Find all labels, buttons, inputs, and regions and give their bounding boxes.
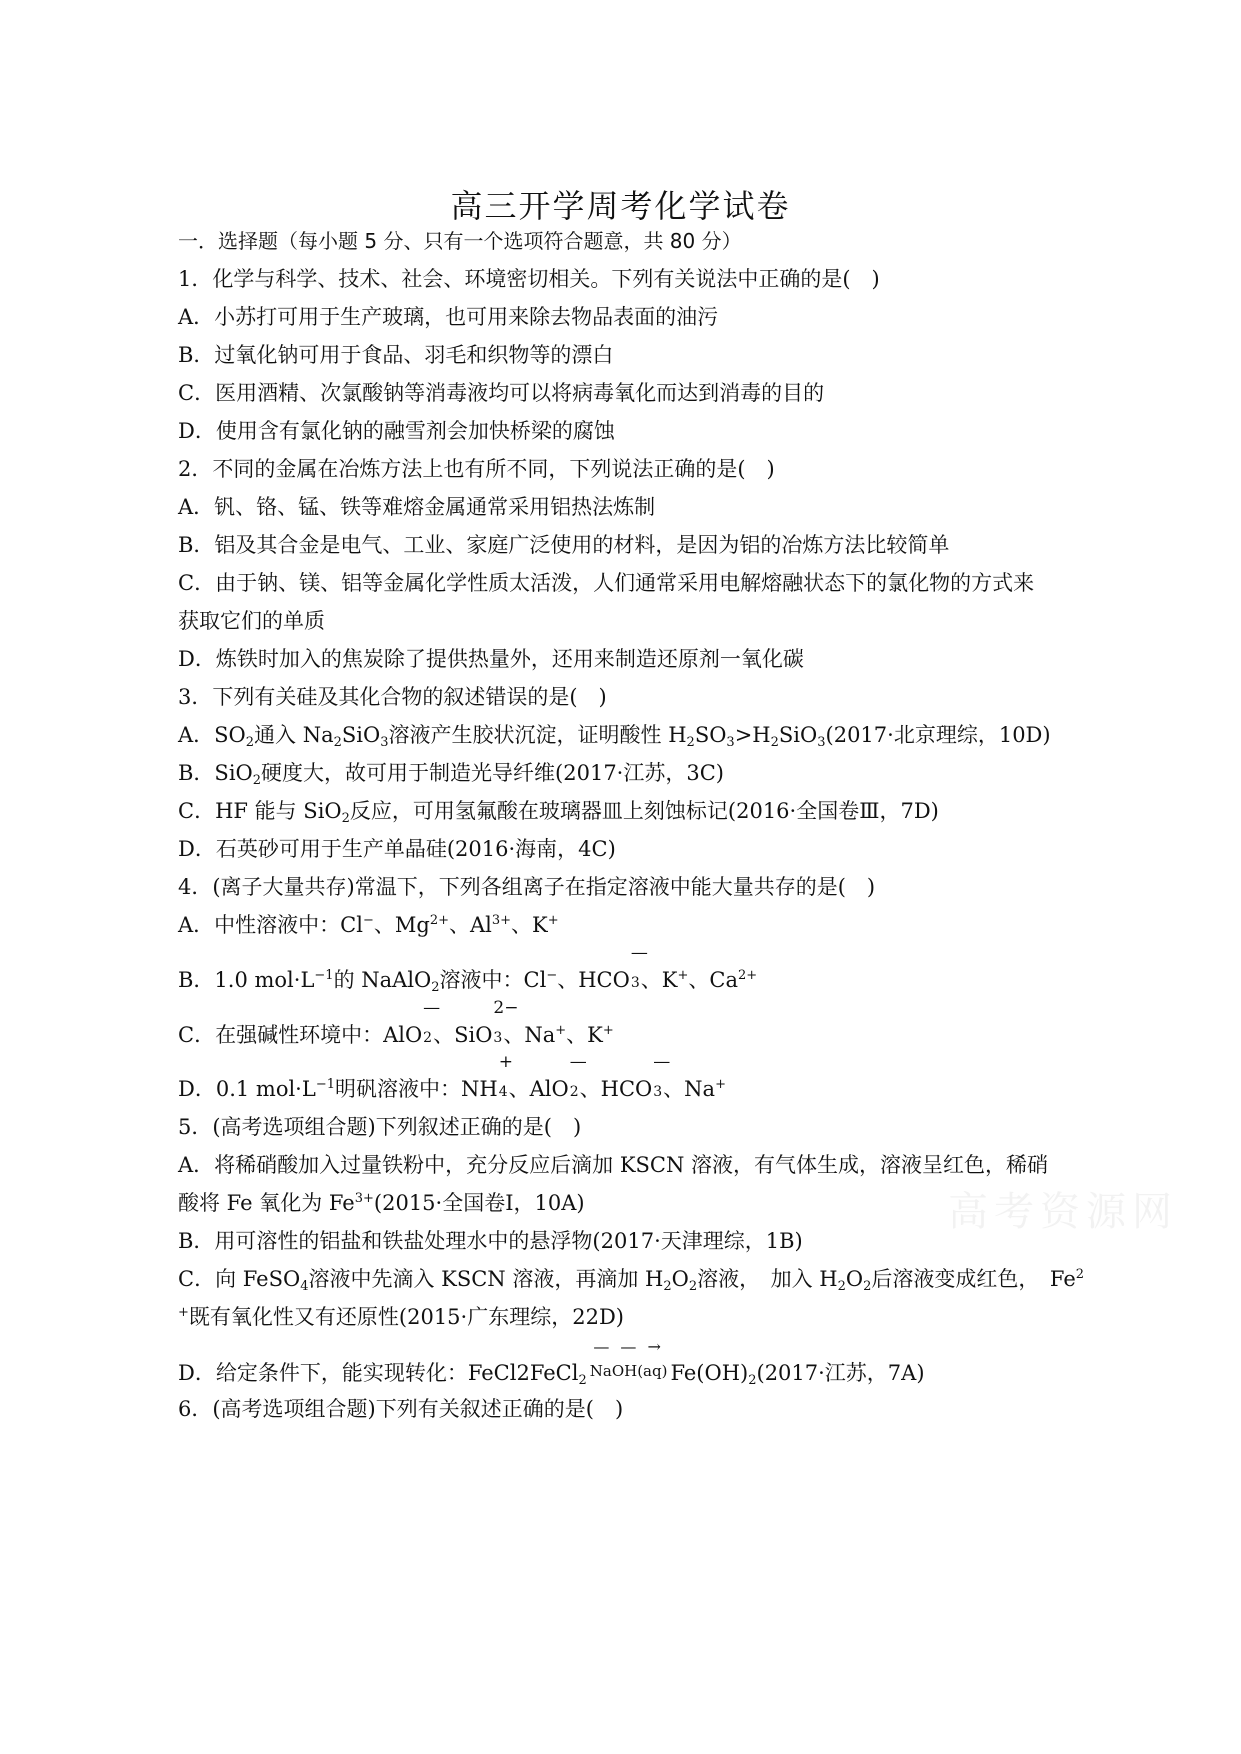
q1-option-a: A．小苏打可用于生产玻璃，也可用来除去物品表面的油污 bbox=[178, 305, 719, 329]
q5-option-d: D．给定条件下，能实现转化：FeCl2FeCl$_2$ — — → NaOH(aq) $Fe(OH)_2(2017\cdot$江苏，7A) bbox=[178, 1357, 925, 1387]
page-title: 高三开学周考化学试卷 bbox=[450, 187, 791, 225]
q6-stem: 6．(高考选项组合题)下列有关叙述正确的是( ) bbox=[178, 1397, 624, 1421]
q1-option-c: C．医用酒精、次氯酸钠等消毒液均可以将病毒氧化而达到消毒的目的 bbox=[178, 381, 825, 405]
q1-option-b: B．过氧化钠可用于食品、羽毛和织物等的漂白 bbox=[178, 343, 614, 367]
ion-charge-stack: 2− 3 bbox=[493, 998, 519, 1046]
q4-option-b: B．1.0 $mol\cdot L^{-1}$的 NaAlO$_2$溶液中：Cl−、HCO — 3、K+、$Ca^{2+}$ bbox=[178, 943, 758, 995]
ion-charge-stack: — 2 bbox=[569, 1052, 587, 1100]
ion-charge-stack: — 3 bbox=[653, 1052, 671, 1100]
q4-option-d: D．0.1 $mol\cdot L^{-1}$明矾溶液中：NH + 4、AlO — 2、HCO — 3、Na+ bbox=[178, 1075, 726, 1106]
ion-charge-stack: + 4 bbox=[498, 1052, 513, 1100]
q3-option-c: C．HF 能与 SiO$_2$反应，可用氢氟酸在玻璃器皿上刻蚀标记(2016·全国卷Ⅲ，7D) bbox=[178, 799, 939, 826]
q2-stem: 2．不同的金属在冶炼方法上也有所不同，下列说法正确的是( ) bbox=[178, 457, 775, 481]
q3-option-d: D．石英砂可用于生产单晶硅(2016·海南，4C) bbox=[178, 837, 616, 861]
q5-option-a-line2: 酸将 Fe 氧化为 $Fe^{3+}(2015\cdot$全国卷Ⅰ，10A) bbox=[178, 1191, 585, 1215]
q3-option-b: B．SiO$_2$硬度大，故可用于制造光导纤维(2017·江苏，3C) bbox=[178, 761, 724, 788]
q2-option-d: D．炼铁时加入的焦炭除了提供热量外，还用来制造还原剂一氧化碳 bbox=[178, 647, 804, 671]
reaction-arrow-mark: — — → bbox=[593, 1337, 664, 1356]
q1-stem: 1．化学与科学、技术、社会、环境密切相关。下列有关说法中正确的是( ) bbox=[178, 267, 880, 291]
q1-option-d: D．使用含有氯化钠的融雪剂会加快桥梁的腐蚀 bbox=[178, 419, 615, 443]
q4-option-a: A．中性溶液中：Cl−、$Mg^{2+}$、$Al^{3+}$、K+ bbox=[178, 913, 559, 937]
section-heading: 一．选择题（每小题 5 分、只有一个选项符合题意，共 80 分） bbox=[178, 229, 742, 253]
ion-charge-stack: — 2 bbox=[423, 998, 441, 1046]
ion-charge-stack: — 3 bbox=[630, 943, 648, 991]
reaction-arrow bbox=[589, 1337, 668, 1385]
q2-option-a: A．钒、铬、锰、铁等难熔金属通常采用铝热法炼制 bbox=[178, 495, 656, 519]
watermark: 高考资源网 bbox=[948, 1189, 1178, 1235]
reaction-condition: NaOH(aq) bbox=[589, 1362, 668, 1380]
q5-option-c-line1: C．向 FeSO$_4$溶液中先滴入 KSCN 溶液，再滴加 $H_2O_2$溶液， 加入 $H_2O_2$后溶液变成红色， Fe$^2$ bbox=[178, 1267, 1085, 1294]
q3-option-a: A．$SO_2$通入 $Na_2SiO_3$溶液产生胶状沉淀，证明酸性 $H_2SO_3>H_2SiO_3(2017\cdot$北京理综，10D) bbox=[178, 723, 1051, 750]
q5-option-b: B．用可溶性的铝盐和铁盐处理水中的悬浮物(2017·天津理综，1B) bbox=[178, 1229, 803, 1253]
q5-option-a-line1: A．将稀硝酸加入过量铁粉中，充分反应后滴加 KSCN 溶液，有气体生成，溶液呈红色，稀硝 bbox=[178, 1153, 1049, 1177]
q2-option-b: B．铝及其合金是电气、工业、家庭广泛使用的材料，是因为铝的冶炼方法比较简单 bbox=[178, 533, 950, 557]
q5-stem: 5．(高考选项组合题)下列叙述正确的是( ) bbox=[178, 1115, 582, 1139]
q4-stem: 4．(离子大量共存)常温下，下列各组离子在指定溶液中能大量共存的是( ) bbox=[178, 875, 876, 899]
q2-option-c-line2: 获取它们的单质 bbox=[178, 609, 325, 633]
q2-option-c-line1: C．由于钠、镁、铝等金属化学性质太活泼，人们通常采用电解熔融状态下的氯化物的方式来 bbox=[178, 571, 1035, 595]
q3-stem: 3．下列有关硅及其化合物的叙述错误的是( ) bbox=[178, 685, 607, 709]
q4-option-c: C．在强碱性环境中：AlO — 2、SiO 2− 3、Na+、K+ bbox=[178, 1021, 614, 1052]
q5-option-c-line2: +既有氧化性又有还原性(2015·广东理综，22D) bbox=[178, 1305, 624, 1329]
